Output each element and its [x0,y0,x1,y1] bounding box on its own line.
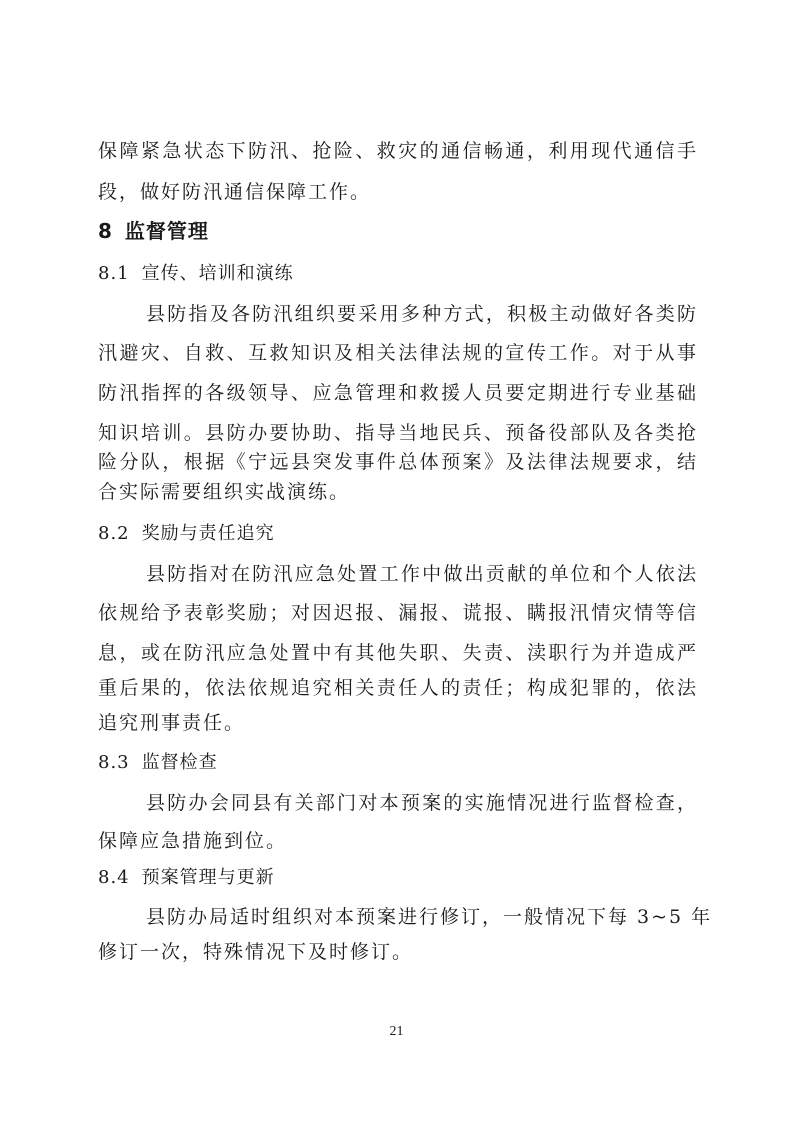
subsection-number: 8.2 [98,523,130,544]
subsection-number: 8.4 [98,867,130,888]
paragraph-line: 重后果的，依法依规追究相关责任人的责任；构成犯罪的，依法 [98,677,698,699]
paragraph-line: 保障应急措施到位。 [98,830,288,852]
section-heading-8 [98,219,209,243]
section-title: 监督管理 [124,219,209,243]
section-number: 8 [98,219,113,243]
paragraph-line: 依规给予表彰奖励；对因迟报、漏报、谎报、瞒报汛情灾情等信 [98,602,698,624]
intro-line-1: 保障紧急状态下防汛、抢险、救灾的通信畅通，利用现代通信手 [98,140,698,162]
paragraph-line: 县防指对在防汛应急处置工作中做出贡献的单位和个人依法 [146,563,698,585]
page-number: 21 [389,1024,404,1039]
paragraph-line: 县防指及各防汛组织要采用多种方式，积极主动做好各类防 [146,303,698,325]
subsection-heading-8-4 [98,866,275,890]
subsection-title: 奖励与责任追究 [141,523,275,544]
paragraph-line: 追究刑事责任。 [98,712,246,734]
paragraph-line: 息，或在防汛应急处置中有其他失职、失责、渎职行为并造成严 [98,642,698,664]
paragraph-line: 汛避灾、自救、互救知识及相关法律法规的宣传工作。对于从事 [98,342,698,364]
subsection-number: 8.1 [98,263,130,284]
subsection-title: 监督检查 [141,752,218,773]
paragraph-line: 县防办会同县有关部门对本预案的实施情况进行监督检查， [146,792,698,814]
paragraph-line: 修订一次，特殊情况下及时修订。 [98,941,414,963]
paragraph-line: 防汛指挥的各级领导、应急管理和救援人员要定期进行专业基础 [98,382,698,404]
subsection-title: 预案管理与更新 [141,867,275,888]
paragraph-line: 险分队，根据《宁远县突发事件总体预案》及法律法规要求，结 [98,451,698,473]
subsection-heading-8-1 [98,262,294,286]
paragraph-line: 合实际需要组织实战演练。 [98,481,351,503]
subsection-number: 8.3 [98,752,130,773]
paragraph-line: 知识培训。县防办要协助、指导当地民兵、预备役部队及各类抢 [98,422,698,444]
subsection-heading-8-2 [98,522,275,546]
subsection-title: 宣传、培训和演练 [141,263,294,284]
paragraph-line: 县防办局适时组织对本预案进行修订，一般情况下每 3~5 年 [146,906,713,928]
subsection-heading-8-3 [98,751,218,775]
intro-line-2: 段，做好防汛通信保障工作。 [98,181,372,203]
